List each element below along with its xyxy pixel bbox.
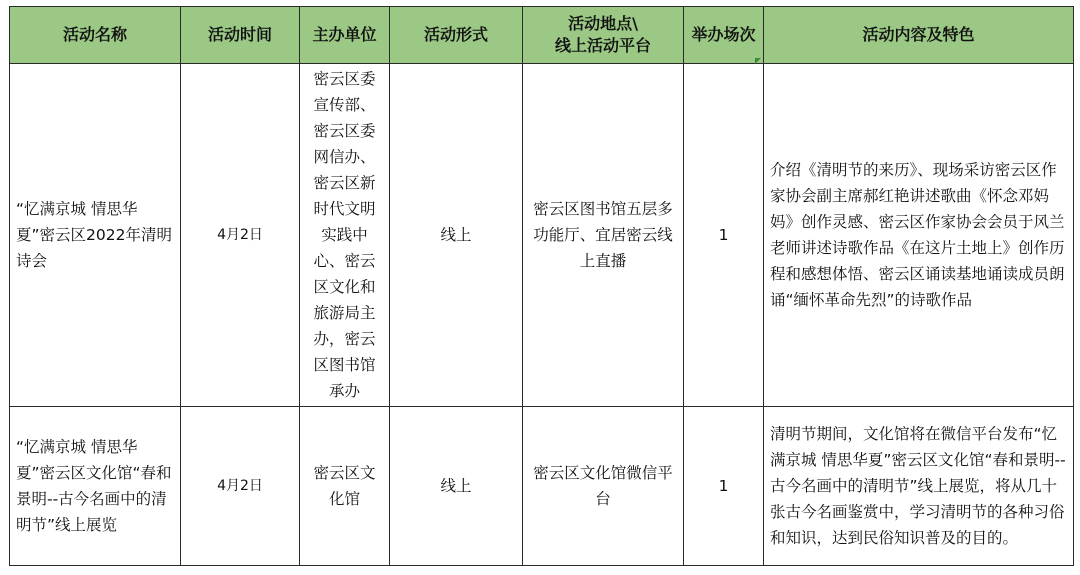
cell-comment-marker: [755, 58, 761, 64]
cell-content: 介绍《清明节的来历》、现场采访密云区作家协会副主席郝红艳讲述歌曲《怀念邓妈妈》创作灵感、密云区作家协会会员于风兰老师讲述诗歌作品《在这片土地上》创作历程和感想体悟、密云区诵读基地诵读成员朗诵“缅怀革命先烈”的诗歌作品: [764, 64, 1074, 407]
activity-table: [9, 6, 1074, 566]
cell-activity-time: 4月2日: [181, 64, 300, 407]
header-content: 活动内容及特色: [764, 7, 1074, 64]
header-venue: 活动地点\ 线上活动平台: [523, 7, 684, 64]
table-row: [10, 64, 1074, 407]
cell-content: 清明节期间，文化馆将在微信平台发布“忆满京城 情思华夏”密云区文化馆“春和景明--古今名画中的清明节”线上展览，将从几十张古今名画鉴赏中，学习清明节的各种习俗和知识，达到民俗知识普及的目的。: [764, 407, 1074, 566]
cell-activity-name: “忆满京城 情思华夏”密云区2022年清明诗会: [10, 64, 181, 407]
activity-table-container: [9, 6, 1073, 566]
header-activity-name: 活动名称: [10, 7, 181, 64]
cell-organizer: 密云区文化馆: [300, 407, 390, 566]
cell-venue: 密云区图书馆五层多功能厅、宜居密云线上直播: [523, 64, 684, 407]
header-organizer: 主办单位: [300, 7, 390, 64]
cell-sessions: 1: [684, 407, 764, 566]
table-header-row: [10, 7, 1074, 64]
cell-activity-name: “忆满京城 情思华夏”密云区文化馆“春和景明--古今名画中的清明节”线上展览: [10, 407, 181, 566]
cell-venue: 密云区文化馆微信平台: [523, 407, 684, 566]
cell-activity-form: 线上: [390, 407, 523, 566]
cell-organizer: 密云区委宣传部、密云区委网信办、密云区新时代文明实践中心、密云区文化和旅游局主办，密云区图书馆承办: [300, 64, 390, 407]
header-activity-time: 活动时间: [181, 7, 300, 64]
header-sessions: 举办场次: [684, 7, 764, 64]
header-activity-form: 活动形式: [390, 7, 523, 64]
cell-activity-form: 线上: [390, 64, 523, 407]
table-row: [10, 407, 1074, 566]
cell-activity-time: 4月2日: [181, 407, 300, 566]
cell-sessions: 1: [684, 64, 764, 407]
